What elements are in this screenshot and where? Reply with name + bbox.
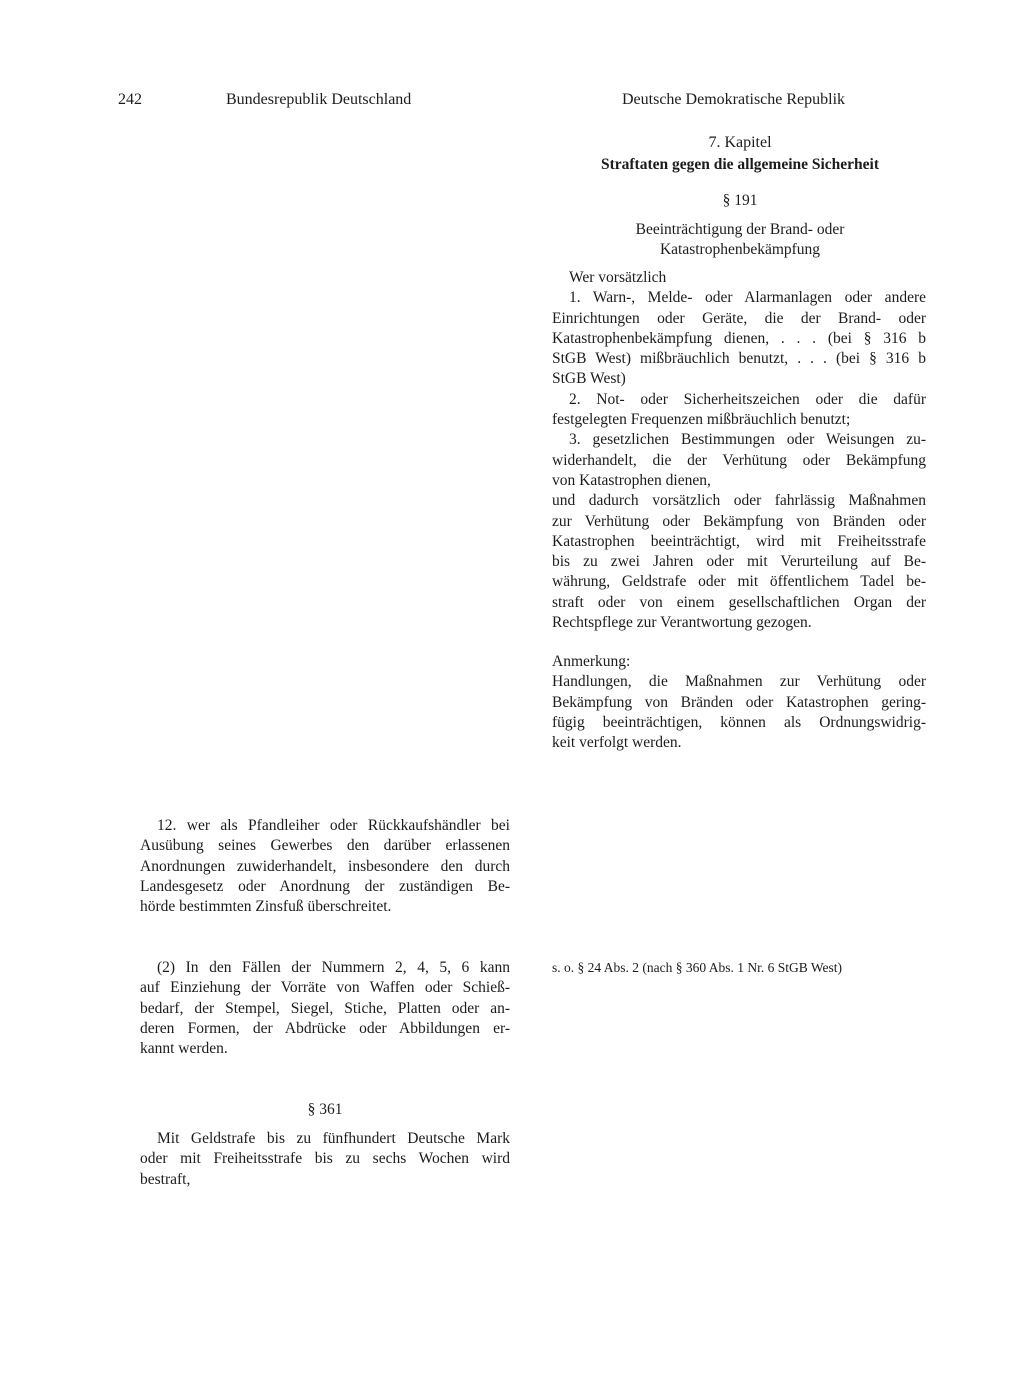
header-left-title: Bundesrepublik Deutschland <box>226 91 412 108</box>
section-361-body <box>140 1129 510 1190</box>
section-title-line: Katastrophenbekämpfung <box>659 241 821 258</box>
item-1-line: StGB West) <box>552 370 626 388</box>
note-line: Handlungen, die Maßnahmen zur Verhütung oder <box>552 673 926 691</box>
section-title-line: Beeinträchtigung der Brand- oder <box>635 221 845 238</box>
item-2-line: 2. Not- oder Sicherheitszeichen oder die dafür <box>569 390 926 408</box>
item-12-line: Landesgesetz oder Anordnung der zuständigen Be- <box>140 877 510 895</box>
section-361-line: Mit Geldstrafe bis zu fünfhundert Deutsche Mark <box>157 1130 510 1147</box>
closing-line: Rechtspflege zur Verantwortung gezogen. <box>552 614 812 632</box>
note-line: Bekämpfung von Bränden oder Katastrophen gering- <box>552 693 926 711</box>
section-361-line: bestraft, <box>140 1170 191 1188</box>
paragraph-2-line: (2) In den Fällen der Nummern 2, 4, 5, 6 kann <box>157 959 510 976</box>
section-361-line: oder mit Freiheitsstrafe bis zu sechs Wochen wird <box>140 1150 510 1168</box>
closing-line: währung, Geldstrafe oder mit öffentlichem Tadel be- <box>552 573 926 591</box>
page-number: 242 <box>118 91 142 108</box>
section-361-number: § 361 <box>307 1101 343 1118</box>
section-191-number: § 191 <box>722 192 758 209</box>
item-3-line: von Katastrophen dienen, <box>552 471 711 489</box>
item-3-line: widerhandelt, die der Verhütung oder Bekämpfung <box>552 451 926 469</box>
item-12-line: 12. wer als Pfandleiher oder Rückkaufshändler bei <box>157 817 510 834</box>
closing-line: straft oder von einem gesellschaftlichen Organ der <box>552 593 926 611</box>
item-1-line: 1. Warn-, Melde- oder Alarmanlagen oder andere <box>569 289 926 307</box>
intro-line: Wer vorsätzlich <box>569 269 667 286</box>
paragraph-2-line: bedarf, der Stempel, Siegel, Stiche, Platten oder an- <box>140 999 510 1017</box>
item-1-line: Katastrophenbekämpfung dienen, . . . (bei § 316 b <box>552 329 926 347</box>
chapter-title: Straftaten gegen die allgemeine Sicherheit <box>600 156 880 173</box>
item-1-line: Einrichtungen oder Geräte, die der Brand- oder <box>552 309 926 327</box>
item-12-line: Anordnungen zuwiderhandelt, insbesondere den durch <box>140 857 510 875</box>
item-3-line: 3. gesetzlichen Bestimmungen oder Weisungen zu- <box>569 431 926 449</box>
paragraph-2-line: kannt werden. <box>140 1040 228 1058</box>
item-12-line: Ausübung seines Gewerbes den darüber erlassenen <box>140 837 510 855</box>
chapter-number: 7. Kapitel <box>708 134 772 151</box>
section-191-title <box>552 220 928 260</box>
chapter-heading <box>552 132 928 176</box>
note-line: keit verfolgt werden. <box>552 734 682 752</box>
closing-line: zur Verhütung oder Bekämpfung von Bränden oder <box>552 512 926 530</box>
paragraph-2-line: deren Formen, der Abdrücke oder Abbildungen er- <box>140 1019 510 1037</box>
item-12 <box>140 816 510 917</box>
note-block <box>552 652 926 753</box>
cross-reference: s. o. § 24 Abs. 2 (nach § 360 Abs. 1 Nr. 6 StGB West) <box>552 960 843 975</box>
closing-line: und dadurch vorsätzlich oder fahrlässig Maßnahmen <box>552 492 926 510</box>
paragraph-2-line: auf Einziehung der Vorräte von Waffen oder Schieß- <box>140 979 510 997</box>
header-right-title: Deutsche Demokratische Republik <box>622 91 846 108</box>
item-1-line: StGB West) mißbräuchlich benutzt, . . . (bei § 316 b <box>552 350 926 368</box>
closing-line: Katastrophen beeinträchtigt, wird mit Freiheitsstrafe <box>552 532 926 550</box>
note-line: fügig beeinträchtigen, können als Ordnungswidrig- <box>552 713 926 731</box>
item-2-line: festgelegten Frequenzen mißbräuchlich benutzt; <box>552 411 851 429</box>
paragraph-2 <box>140 958 510 1059</box>
closing-line: bis zu zwei Jahren oder mit Verurteilung auf Be- <box>552 553 926 571</box>
note-label: Anmerkung: <box>552 653 631 670</box>
item-12-line: hörde bestimmten Zinsfuß überschreitet. <box>140 898 392 916</box>
section-191-body <box>552 268 926 633</box>
